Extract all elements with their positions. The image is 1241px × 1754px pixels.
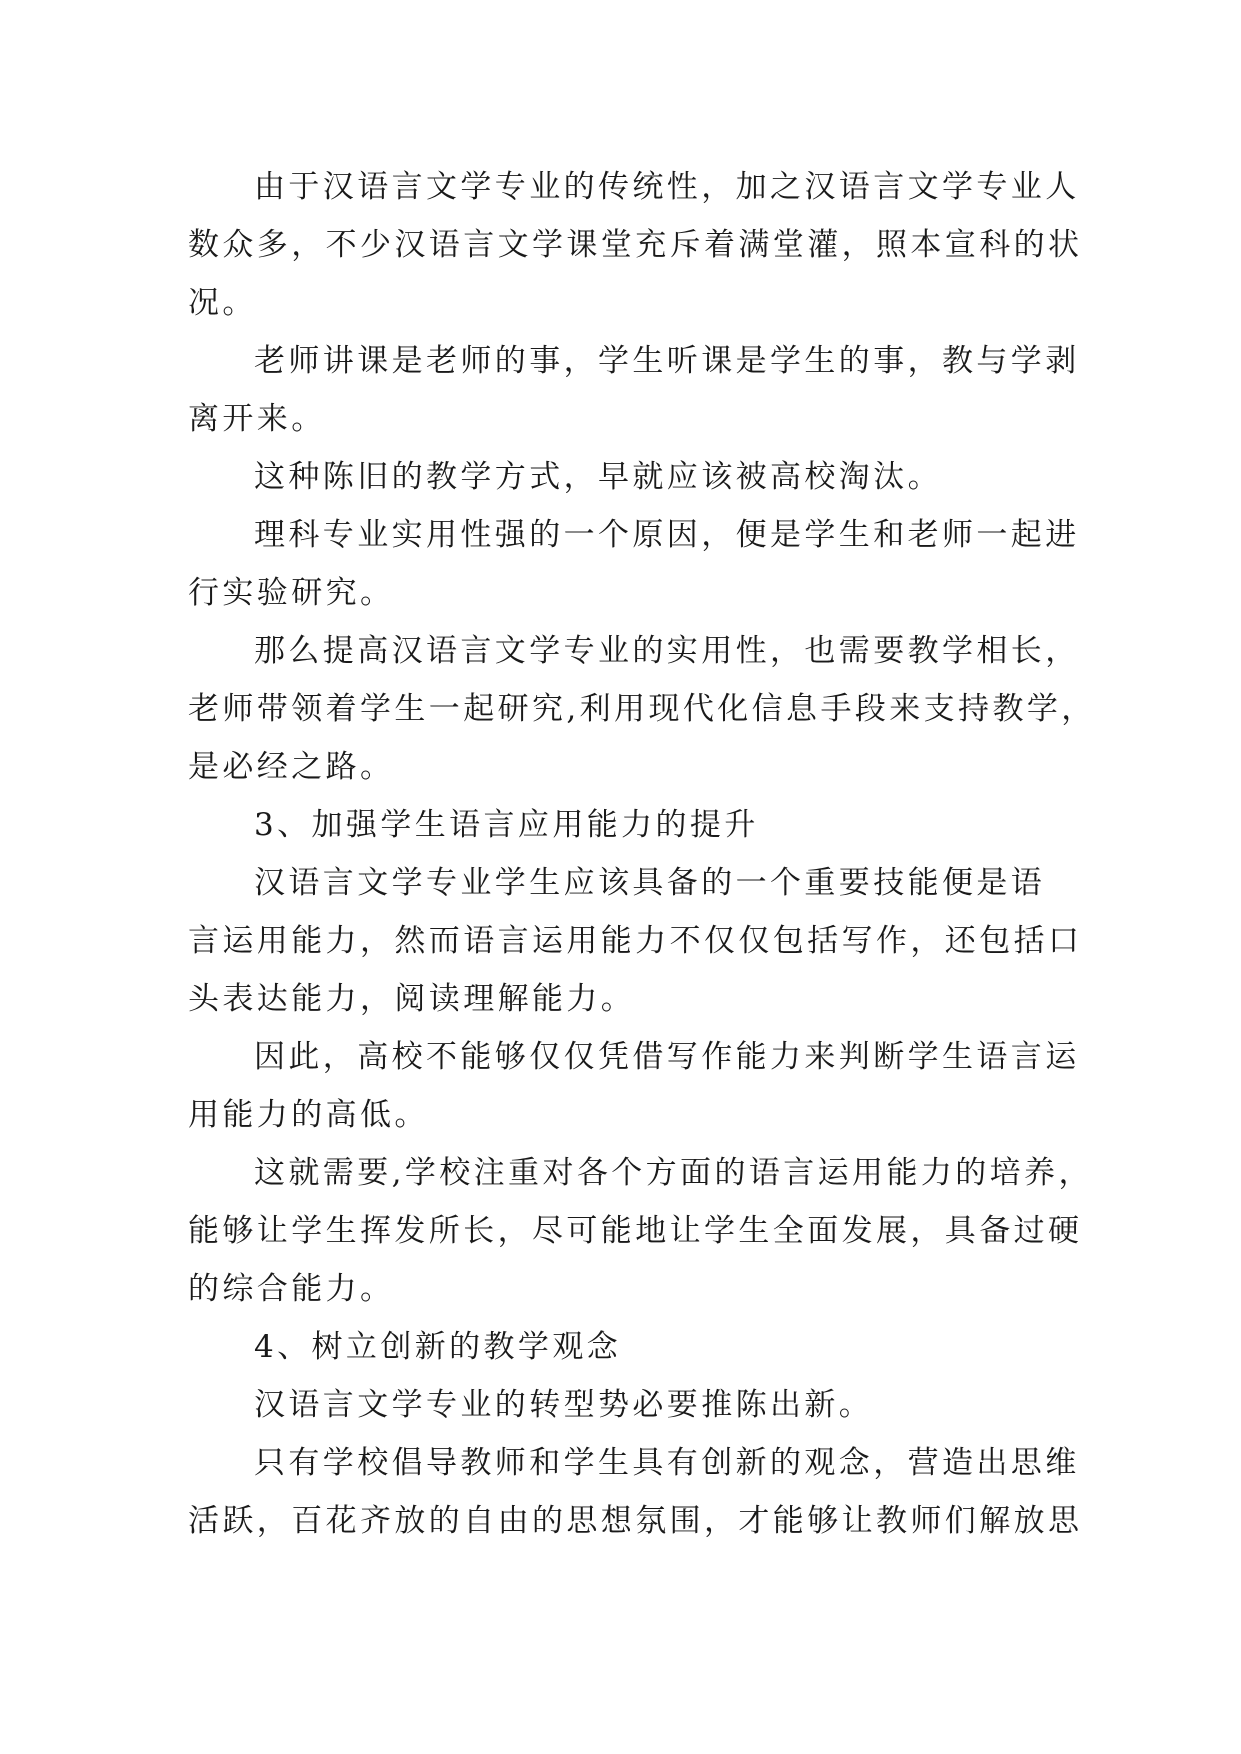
text-line: 是必经之路。 [188,749,395,785]
text-line: 老师讲课是老师的事，学生听课是学生的事，教与学剥 [254,343,1080,379]
text-line: 行实验研究。 [188,575,395,611]
text-line: 头表达能力，阅读理解能力。 [188,981,636,1017]
body-text [188,158,1096,1550]
text-line: 的综合能力。 [188,1271,395,1307]
text-line: 汉语言文学专业学生应该具备的一个重要技能便是语 [254,865,1046,901]
text-line: 那么提高汉语言文学专业的实用性，也需要教学相长， [254,633,1080,669]
text-line: 由于汉语言文学专业的传统性，加之汉语言文学专业人 [254,169,1080,205]
text-line: 老师带领着学生一起研究,利用现代化信息手段来支持教学， [188,691,1096,727]
text-line: 活跃，百花齐放的自由的思想氛围，才能够让教师们解放思 [188,1503,1083,1539]
text-line: 理科专业实用性强的一个原因，便是学生和老师一起进 [254,517,1080,553]
text-line: 数众多，不少汉语言文学课堂充斥着满堂灌，照本宣科的状 [188,227,1083,263]
text-line: 言运用能力，然而语言运用能力不仅仅包括写作，还包括口 [188,923,1083,959]
text-line: 这就需要,学校注重对各个方面的语言运用能力的培养， [254,1155,1093,1191]
text-line: 能够让学生挥发所长，尽可能地让学生全面发展，具备过硬 [188,1213,1083,1249]
text-line: 只有学校倡导教师和学生具有创新的观念，营造出思维 [254,1445,1080,1481]
text-line: 这种陈旧的教学方式，早就应该被高校淘汰。 [254,459,942,495]
text-line: 因此，高校不能够仅仅凭借写作能力来判断学生语言运 [254,1039,1080,1075]
text-line: 用能力的高低。 [188,1097,429,1133]
text-line: 3、加强学生语言应用能力的提升 [254,807,759,843]
text-line: 4、树立创新的教学观念 [254,1329,622,1365]
text-line: 汉语言文学专业的转型势必要推陈出新。 [254,1387,874,1423]
text-line: 离开来。 [188,401,326,437]
text-line: 况。 [188,285,257,321]
